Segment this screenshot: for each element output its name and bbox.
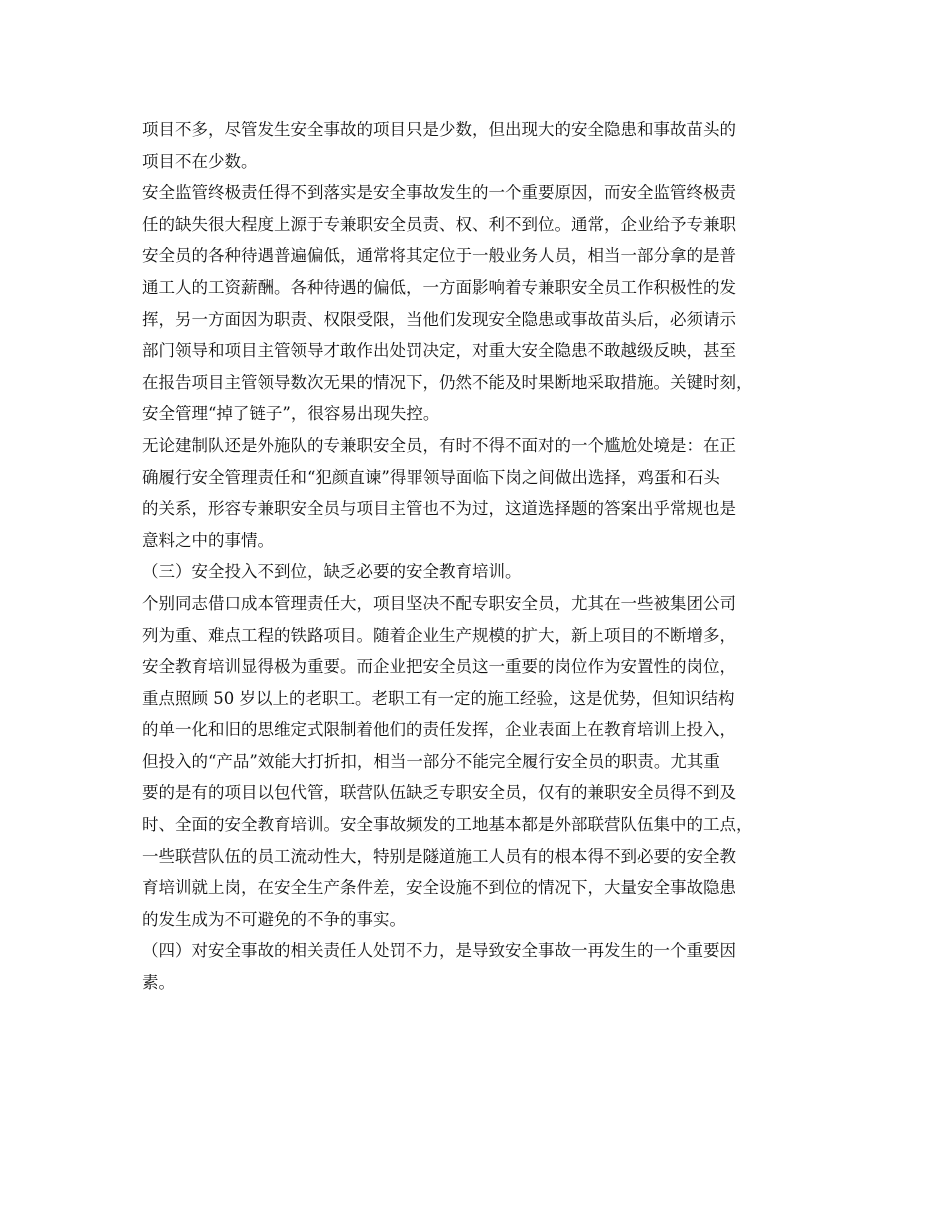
text-line: 的发生成为不可避免的不争的事实。: [142, 909, 406, 929]
text-line: 部门领导和项目主管领导才敢作出处罚决定，对重大安全隐患不敢越级反映，甚至: [142, 341, 736, 361]
text-line: 素。: [142, 973, 175, 993]
text-line: 项目不多，尽管发生安全事故的项目只是少数，但出现大的安全隐患和事故苗头的: [142, 120, 736, 139]
text-line: 一些联营队伍的员工流动性大，特别是隧道施工人员有的根本得不到必要的安全教: [142, 846, 736, 866]
text-line: 挥，另一方面因为职责、权限受限，当他们发现安全隐患或事故苗头后，必须请示: [142, 309, 736, 329]
text-line: 通工人的工资薪酬。各种待遇的偏低，一方面影响着专兼职安全员工作积极性的发: [142, 277, 736, 297]
text-line: 意料之中的事情。: [142, 530, 274, 550]
text-line: 任的缺失很大程度上源于专兼职安全员责、权、利不到位。通常，企业给予专兼职: [142, 214, 736, 234]
text-line: 但投入的“产品”效能大打折扣，相当一部分不能完全履行安全员的职责。尤其重: [142, 751, 720, 771]
text-line: 安全教育培训显得极为重要。而企业把安全员这一重要的岗位作为安置性的岗位，: [142, 657, 736, 677]
text-line: 安全员的各种待遇普遍偏低，通常将其定位于一般业务人员，相当一部分拿的是普: [142, 246, 736, 266]
text-line: 确履行安全管理责任和“犯颜直谏”得罪领导面临下岗之间做出选择，鸡蛋和石头: [142, 467, 720, 487]
text-line: （四）对安全事故的相关责任人处罚不力，是导致安全事故一再发生的一个重要因: [142, 941, 736, 961]
text-line: 个别同志借口成本管理责任大，项目坚决不配专职安全员，尤其在一些被集团公司: [142, 593, 736, 613]
text-line: 育培训就上岗，在安全生产条件差，安全设施不到位的情况下，大量安全事故隐患: [142, 878, 736, 898]
text-line: 时、全面的安全教育培训。安全事故频发的工地基本都是外部联营队伍集中的工点，: [142, 815, 753, 835]
text-line: 的关系，形容专兼职安全员与项目主管也不为过，这道选择题的答案出乎常规也是: [142, 499, 736, 519]
text-line: 项目不在少数。: [142, 151, 258, 171]
text-line: 要的是有的项目以包代管，联营队伍缺乏专职安全员，仅有的兼职安全员得不到及: [142, 783, 736, 803]
document-body: [142, 114, 832, 999]
text-line: 的单一化和旧的思维定式限制着他们的责任发挥，企业表面上在教育培训上投入，: [142, 720, 736, 740]
text-line: 无论建制队还是外施队的专兼职安全员，有时不得不面对的一个尴尬处境是：在正: [142, 435, 736, 455]
text-line: （三）安全投入不到位，缺乏必要的安全教育培训。: [142, 562, 522, 582]
text-line: 安全管理“掉了链子”，很容易出现失控。: [142, 404, 440, 424]
text-line: 在报告项目主管领导数次无果的情况下，仍然不能及时果断地采取措施。关键时刻，: [142, 372, 753, 392]
text-line: 列为重、难点工程的铁路项目。随着企业生产规模的扩大，新上项目的不断增多，: [142, 625, 736, 645]
text-line: 重点照顾 50 岁以上的老职工。老职工有一定的施工经验，这是优势，但知识结构: [142, 688, 735, 708]
text-line: 安全监管终极责任得不到落实是安全事故发生的一个重要原因，而安全监管终极责: [142, 183, 736, 203]
